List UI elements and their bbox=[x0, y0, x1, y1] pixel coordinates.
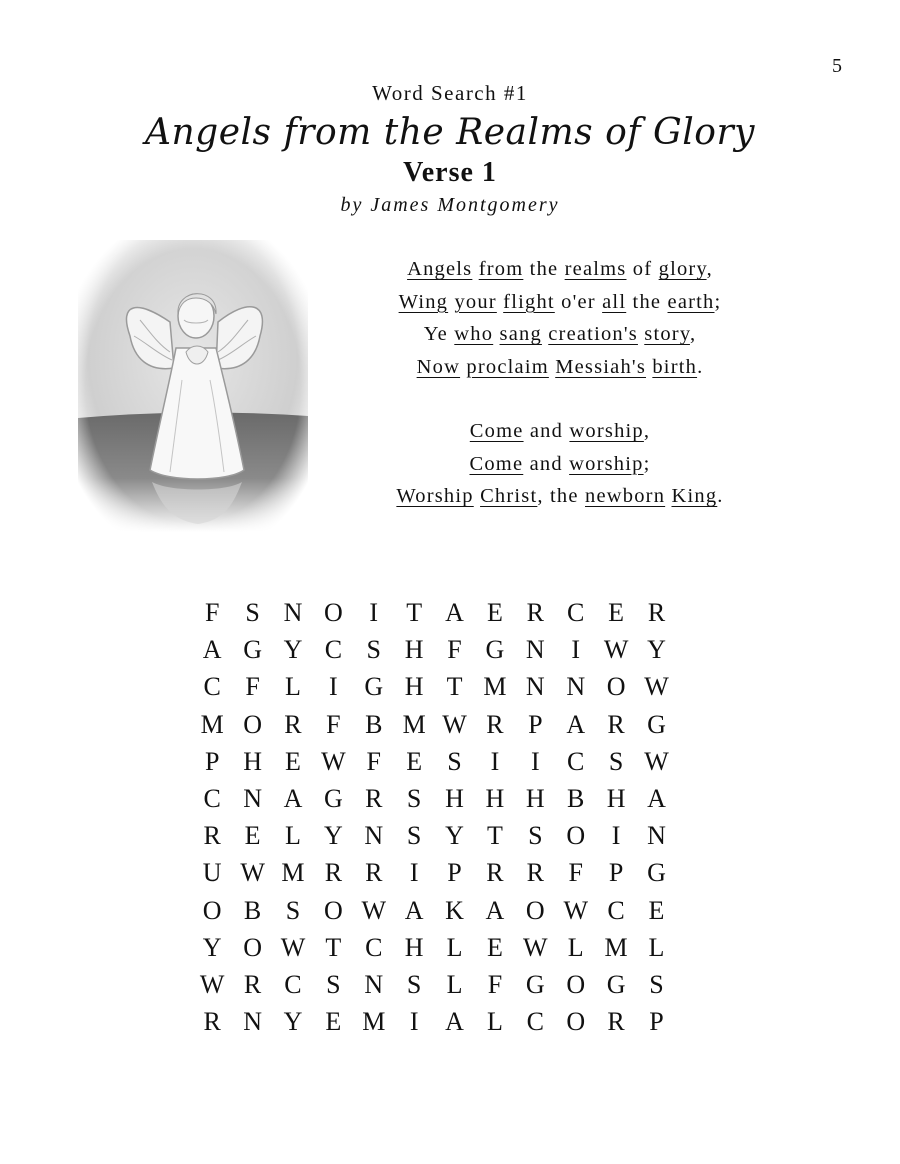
search-word: Wing bbox=[398, 290, 449, 313]
grid-letter: W bbox=[644, 672, 669, 702]
lyric-text: and bbox=[523, 420, 570, 442]
grid-letter: E bbox=[244, 821, 261, 851]
lyric-text: and bbox=[523, 452, 570, 475]
lyric-text: of bbox=[626, 258, 659, 280]
search-word: Christ bbox=[480, 485, 538, 507]
grid-letter: B bbox=[243, 895, 262, 925]
search-word: King bbox=[671, 485, 718, 507]
grid-letter: M bbox=[402, 709, 426, 739]
lyric-text: the bbox=[523, 258, 565, 280]
grid-letter: R bbox=[647, 598, 666, 628]
grid-letter: S bbox=[326, 969, 341, 999]
search-word: glory bbox=[658, 258, 707, 280]
grid-letter: I bbox=[409, 1007, 419, 1037]
grid-letter: N bbox=[525, 635, 545, 665]
grid-letter: F bbox=[487, 969, 503, 999]
grid-letter: H bbox=[606, 784, 626, 814]
grid-letter: N bbox=[243, 784, 262, 814]
grid-letter: L bbox=[285, 672, 301, 702]
search-word: proclaim bbox=[466, 355, 549, 378]
grid-letter: W bbox=[361, 895, 387, 925]
grid-letter: C bbox=[365, 932, 383, 962]
search-word: Worship bbox=[396, 485, 474, 507]
grid-letter: H bbox=[404, 672, 424, 702]
angel-figurine-photo bbox=[78, 240, 308, 532]
grid-letter: I bbox=[329, 672, 338, 702]
grid-letter: Y bbox=[445, 821, 464, 851]
grid-letter: L bbox=[486, 1007, 503, 1037]
grid-row bbox=[192, 892, 712, 929]
grid-letter: G bbox=[647, 858, 666, 888]
grid-letter: N bbox=[566, 672, 586, 702]
grid-letter: A bbox=[445, 1007, 464, 1037]
grid-letter: Y bbox=[323, 821, 343, 851]
grid-letter: P bbox=[528, 709, 543, 739]
lyric-line bbox=[340, 351, 780, 384]
grid-letter: H bbox=[243, 746, 262, 776]
grid-letter: E bbox=[648, 895, 665, 925]
grid-letter: E bbox=[486, 598, 503, 628]
grid-letter: S bbox=[649, 969, 664, 999]
grid-letter: N bbox=[364, 821, 384, 851]
grid-letter: M bbox=[281, 858, 305, 888]
grid-letter: F bbox=[326, 709, 341, 739]
grid-letter: A bbox=[445, 598, 464, 628]
search-word: worship bbox=[569, 452, 644, 475]
grid-letter: O bbox=[566, 821, 586, 851]
search-word: worship bbox=[569, 420, 644, 442]
search-word: earth bbox=[667, 290, 715, 313]
grid-letter: T bbox=[446, 672, 463, 702]
grid-letter: M bbox=[362, 1007, 386, 1037]
author-byline: by James Montgomery bbox=[340, 194, 560, 216]
grid-letter: Y bbox=[647, 635, 666, 665]
lyric-text: , bbox=[689, 323, 697, 345]
grid-letter: H bbox=[525, 784, 545, 814]
grid-letter: G bbox=[243, 635, 262, 665]
grid-letter: R bbox=[607, 709, 625, 739]
grid-letter: O bbox=[606, 672, 626, 702]
grid-letter: O bbox=[566, 969, 586, 999]
grid-letter: H bbox=[404, 635, 424, 665]
lyric-text: . bbox=[697, 355, 704, 378]
grid-letter: I bbox=[530, 746, 540, 776]
grid-letter: E bbox=[325, 1007, 342, 1037]
lyric-text: , bbox=[643, 420, 651, 442]
search-word: realms bbox=[564, 258, 627, 280]
grid-letter: P bbox=[608, 858, 624, 888]
grid-row bbox=[192, 1003, 712, 1040]
grid-letter: H bbox=[404, 932, 424, 962]
grid-letter: P bbox=[447, 858, 462, 888]
search-word: birth bbox=[652, 355, 698, 378]
grid-letter: F bbox=[366, 746, 381, 776]
grid-letter: G bbox=[606, 969, 626, 999]
grid-letter: B bbox=[567, 784, 585, 814]
grid-letter: W bbox=[563, 895, 588, 925]
grid-letter: C bbox=[203, 784, 221, 814]
grid-letter: W bbox=[280, 932, 306, 962]
search-word: sang bbox=[499, 323, 542, 345]
grid-letter: G bbox=[364, 672, 384, 702]
grid-letter: S bbox=[608, 746, 624, 776]
grid-letter: S bbox=[366, 635, 381, 665]
search-word: Messiah's bbox=[555, 355, 647, 378]
grid-letter: P bbox=[649, 1007, 664, 1037]
grid-letter: A bbox=[283, 784, 303, 814]
grid-letter: N bbox=[283, 598, 303, 628]
search-word: your bbox=[454, 290, 497, 313]
grid-letter: L bbox=[446, 932, 463, 962]
lyric-line bbox=[340, 480, 780, 513]
grid-letter: K bbox=[445, 895, 464, 925]
grid-letter: E bbox=[608, 598, 625, 628]
grid-letter: L bbox=[285, 821, 301, 851]
grid-letter: N bbox=[525, 672, 545, 702]
lyric-text: the bbox=[626, 290, 668, 313]
page-number: 5 bbox=[832, 55, 842, 77]
grid-letter: F bbox=[447, 635, 462, 665]
grid-letter: I bbox=[571, 635, 581, 665]
grid-letter: I bbox=[611, 821, 621, 851]
grid-letter: I bbox=[490, 746, 500, 776]
lyric-line bbox=[340, 415, 780, 448]
search-word: Now bbox=[416, 355, 461, 378]
grid-letter: A bbox=[485, 895, 505, 925]
search-word: flight bbox=[503, 290, 555, 313]
lyric-line bbox=[340, 448, 780, 481]
grid-letter: E bbox=[285, 746, 301, 776]
grid-letter: L bbox=[567, 932, 584, 962]
grid-letter: T bbox=[406, 598, 423, 628]
grid-letter: E bbox=[486, 932, 503, 962]
lyric-text: . bbox=[717, 485, 724, 507]
lyric-line bbox=[340, 286, 780, 319]
lyrics-stanza bbox=[340, 253, 780, 383]
grid-letter: I bbox=[369, 598, 379, 628]
grid-letter: S bbox=[245, 598, 260, 628]
grid-letter: F bbox=[204, 598, 220, 628]
grid-letter: G bbox=[323, 784, 343, 814]
grid-letter: F bbox=[568, 858, 583, 888]
grid-letter: U bbox=[202, 858, 222, 888]
grid-letter: G bbox=[525, 969, 545, 999]
grid-letter: C bbox=[607, 895, 625, 925]
grid-letter: G bbox=[647, 709, 666, 739]
grid-letter: L bbox=[446, 969, 463, 999]
grid-letter: O bbox=[243, 709, 262, 739]
grid-letter: A bbox=[566, 709, 586, 739]
grid-letter: R bbox=[486, 709, 504, 739]
grid-letter: T bbox=[486, 821, 503, 851]
grid-letter: R bbox=[203, 821, 221, 851]
grid-letter: Y bbox=[283, 1007, 303, 1037]
search-word: Come bbox=[469, 452, 524, 475]
grid-letter: R bbox=[365, 858, 383, 888]
lyric-text: , bbox=[706, 258, 713, 280]
grid-letter: R bbox=[486, 858, 504, 888]
grid-letter: S bbox=[406, 969, 422, 999]
grid-letter: P bbox=[204, 746, 220, 776]
grid-letter: G bbox=[485, 635, 505, 665]
lyric-text: ; bbox=[643, 452, 651, 475]
grid-letter: R bbox=[365, 784, 383, 814]
grid-letter: A bbox=[202, 635, 222, 665]
grid-letter: R bbox=[324, 858, 343, 888]
grid-row bbox=[192, 817, 712, 854]
header bbox=[0, 80, 900, 218]
search-word: creation's bbox=[548, 323, 638, 345]
grid-row bbox=[192, 668, 712, 705]
grid-letter: Y bbox=[283, 635, 303, 665]
search-word: story bbox=[644, 323, 690, 345]
grid-letter: F bbox=[245, 672, 260, 702]
grid-letter: W bbox=[199, 969, 225, 999]
grid-row bbox=[192, 743, 712, 780]
lyric-text: ; bbox=[714, 290, 722, 313]
grid-row bbox=[192, 929, 712, 966]
grid-row bbox=[192, 594, 712, 631]
grid-letter: M bbox=[200, 709, 224, 739]
grid-letter: S bbox=[285, 895, 301, 925]
grid-letter: C bbox=[526, 1007, 544, 1037]
grid-letter: M bbox=[483, 672, 507, 702]
grid-letter: R bbox=[607, 1007, 625, 1037]
grid-letter: A bbox=[647, 784, 666, 814]
grid-letter: N bbox=[364, 969, 384, 999]
grid-letter: O bbox=[323, 895, 343, 925]
grid-letter: O bbox=[566, 1007, 586, 1037]
grid-letter: S bbox=[447, 746, 462, 776]
grid-letter: C bbox=[284, 969, 302, 999]
grid-row bbox=[192, 631, 712, 668]
grid-letter: N bbox=[647, 821, 666, 851]
grid-letter: R bbox=[284, 709, 302, 739]
grid-letter: S bbox=[406, 821, 422, 851]
grid-letter: E bbox=[406, 746, 423, 776]
grid-row bbox=[192, 780, 712, 817]
grid-letter: Y bbox=[202, 932, 222, 962]
grid-letter: R bbox=[526, 598, 544, 628]
grid-letter: S bbox=[406, 784, 422, 814]
search-word: all bbox=[602, 290, 627, 313]
grid-letter: O bbox=[202, 895, 222, 925]
grid-letter: W bbox=[603, 635, 629, 665]
grid-letter: H bbox=[445, 784, 464, 814]
search-word: who bbox=[454, 323, 494, 345]
grid-letter: A bbox=[404, 895, 424, 925]
grid-row bbox=[192, 854, 712, 891]
song-title: Angels from the Realms of Glory bbox=[144, 112, 756, 153]
grid-letter: W bbox=[240, 858, 265, 888]
grid-letter: R bbox=[526, 858, 544, 888]
grid-letter: C bbox=[567, 598, 585, 628]
lyric-line bbox=[340, 253, 780, 286]
puzzle-subtitle: Word Search #1 bbox=[372, 81, 528, 105]
lyric-text: o'er bbox=[554, 290, 603, 313]
grid-letter: M bbox=[604, 932, 628, 962]
grid-row bbox=[192, 966, 712, 1003]
search-word: Come bbox=[469, 420, 524, 442]
lyrics bbox=[340, 253, 780, 545]
grid-letter: L bbox=[648, 932, 665, 962]
grid-letter: W bbox=[442, 709, 467, 739]
grid-letter: R bbox=[243, 969, 262, 999]
word-search-grid bbox=[192, 594, 712, 1040]
grid-letter: H bbox=[485, 784, 505, 814]
grid-letter: B bbox=[365, 709, 383, 739]
search-word: Angels bbox=[407, 258, 473, 280]
grid-letter: R bbox=[203, 1007, 221, 1037]
grid-letter: W bbox=[321, 746, 346, 776]
lyric-text: Ye bbox=[423, 323, 455, 345]
grid-row bbox=[192, 706, 712, 743]
grid-letter: W bbox=[644, 746, 669, 776]
grid-letter: O bbox=[243, 932, 262, 962]
grid-letter: S bbox=[528, 821, 543, 851]
grid-letter: I bbox=[409, 858, 419, 888]
lyric-text: , the bbox=[537, 485, 586, 507]
lyric-line bbox=[340, 318, 780, 351]
verse-heading: Verse 1 bbox=[403, 157, 497, 188]
lyrics-stanza bbox=[340, 415, 780, 513]
grid-letter: C bbox=[567, 746, 585, 776]
grid-letter: C bbox=[203, 672, 221, 702]
grid-letter: W bbox=[523, 932, 548, 962]
grid-letter: O bbox=[525, 895, 545, 925]
grid-letter: C bbox=[324, 635, 343, 665]
grid-letter: N bbox=[243, 1007, 262, 1037]
grid-letter: O bbox=[323, 598, 343, 628]
search-word: from bbox=[478, 258, 524, 280]
grid-letter: T bbox=[325, 932, 342, 962]
search-word: newborn bbox=[585, 485, 666, 507]
